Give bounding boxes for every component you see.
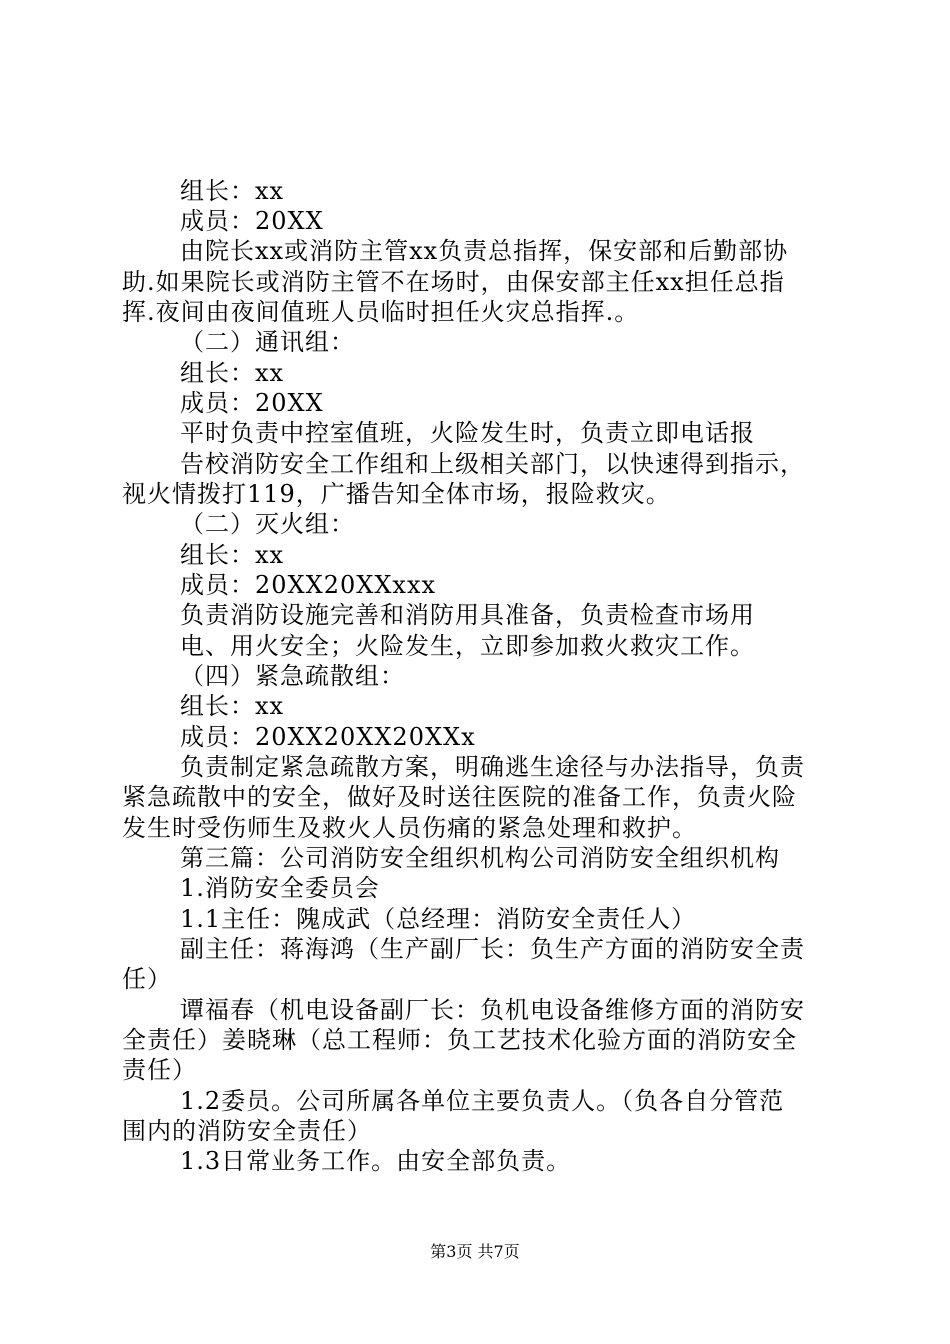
text-line: 告校消防安全工作组和上级相关部门，以快速得到指示， (180, 450, 805, 478)
text-line: 围内的消防安全责任） (122, 1117, 372, 1145)
text-line: 成员：20XX20XXxxx (180, 571, 437, 599)
text-line: 谭福春（机电设备副厂长：负机电设备维修方面的消防安 (180, 996, 805, 1024)
text-line: 1.消防安全委员会 (180, 874, 380, 902)
text-line: 视火情拨打119，广播告知全体市场，报险救灾。 (122, 480, 671, 508)
text-line: （二）灭火组： (180, 510, 355, 538)
text-line: 成员：20XX (180, 389, 324, 417)
text-line: 组长：xx (180, 541, 285, 569)
text-line: 发生时受伤师生及救火人员伤痛的紧急处理和救护。 (122, 814, 697, 842)
text-line: （四）紧急疏散组： (180, 662, 405, 690)
text-line: 1.2委员。公司所属各单位主要负责人。（负各自分管范 (180, 1087, 785, 1115)
text-line: 责任） (122, 1056, 197, 1084)
text-line: 平时负责中控室值班，火险发生时，负责立即电话报 (180, 419, 755, 447)
text-line: 组长：xx (180, 692, 285, 720)
page-number: 第3页 共7页 (430, 1242, 520, 1261)
text-line: 负责制定紧急疏散方案，明确逃生途径与办法指导，负责 (180, 753, 805, 781)
text-line: 紧急疏散中的安全，做好及时送往医院的准备工作，负责火险 (122, 783, 797, 811)
text-line: 任） (122, 965, 172, 993)
text-line: 由院长xx或消防主管xx负责总指挥，保安部和后勤部协 (180, 237, 789, 265)
text-line: 全责任）姜晓琳（总工程师：负工艺技术化验方面的消防安全 (122, 1026, 797, 1054)
text-line: 副主任：蒋海鸿（生产副厂长：负生产方面的消防安全责 (180, 935, 805, 963)
text-line: 第三篇：公司消防安全组织机构公司消防安全组织机构 (180, 844, 780, 872)
text-line: 负责消防设施完善和消防用具准备，负责检查市场用 (180, 601, 755, 629)
text-line: 1.3日常业务工作。由安全部负责。 (180, 1147, 572, 1175)
text-line: 组长：xx (180, 177, 285, 205)
text-line: 1.1主任：隗成武（总经理：消防安全责任人） (180, 905, 697, 933)
text-line: 电、用火安全；火险发生，立即参加救火救灾工作。 (180, 632, 755, 660)
text-line: 组长：xx (180, 359, 285, 387)
text-line: 成员：20XX20XX20XXx (180, 723, 476, 751)
text-line: （二）通讯组： (180, 328, 355, 356)
text-line: 挥.夜间由夜间值班人员临时担任火灾总指挥.。 (122, 298, 640, 326)
text-line: 助.如果院长或消防主管不在场时，由保安部主任xx担任总指 (122, 268, 785, 296)
text-line: 成员：20XX (180, 207, 324, 235)
